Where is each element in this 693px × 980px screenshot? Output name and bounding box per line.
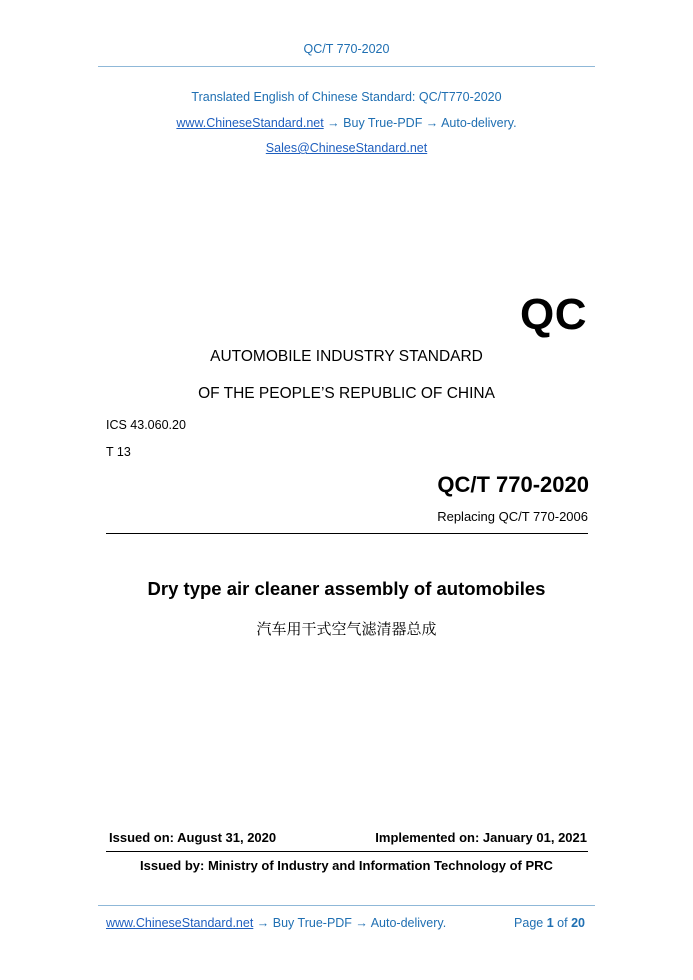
sales-email-link[interactable]: Sales@ChineseStandard.net xyxy=(265,141,428,155)
footer-site-link[interactable]: www.ChineseStandard.net xyxy=(106,916,254,930)
org-line-2: OF THE PEOPLE’S REPUBLIC OF CHINA xyxy=(198,385,495,402)
translation-email-line xyxy=(0,141,693,155)
title-divider xyxy=(106,533,588,534)
replacing-note: Replacing QC/T 770-2006 xyxy=(437,509,588,524)
page-label: Page xyxy=(514,916,544,930)
ics-code: ICS 43.060.20 xyxy=(106,418,186,432)
footer-buy-line xyxy=(106,916,446,930)
chinese-title: 汽车用干式空气滤清器总成 xyxy=(256,620,437,638)
of-label: of xyxy=(557,916,568,930)
implemented-on-date: Implemented on: January 01, 2021 xyxy=(375,830,587,845)
standard-number: QC/T 770-2020 xyxy=(437,472,589,497)
header-title: QC/T 770-2020 xyxy=(303,42,390,56)
t-code: T 13 xyxy=(106,445,131,459)
org-line-1: AUTOMOBILE INDUSTRY STANDARD xyxy=(210,348,483,365)
issued-on-date: Issued on: August 31, 2020 xyxy=(109,830,277,845)
page-total: 20 xyxy=(571,916,585,930)
buy-text: → Buy True-PDF → Auto-delivery. xyxy=(323,116,517,130)
issued-by: Issued by: Ministry of Industry and Information Technology of PRC xyxy=(140,858,553,873)
translation-buy-line xyxy=(0,116,693,130)
header-divider xyxy=(98,66,595,67)
english-title: Dry type air cleaner assembly of automobiles xyxy=(147,578,546,599)
site-link[interactable]: www.ChineseStandard.net xyxy=(176,116,324,130)
footer-buy-text: → Buy True-PDF → Auto-delivery. xyxy=(253,916,447,930)
issue-divider xyxy=(106,851,588,852)
translation-notice: Translated English of Chinese Standard: QC/T770-2020 xyxy=(191,90,502,104)
page-current: 1 xyxy=(546,916,554,930)
page-indicator xyxy=(514,916,585,930)
qc-logo-text: QC xyxy=(520,290,587,339)
footer-divider xyxy=(98,905,595,906)
